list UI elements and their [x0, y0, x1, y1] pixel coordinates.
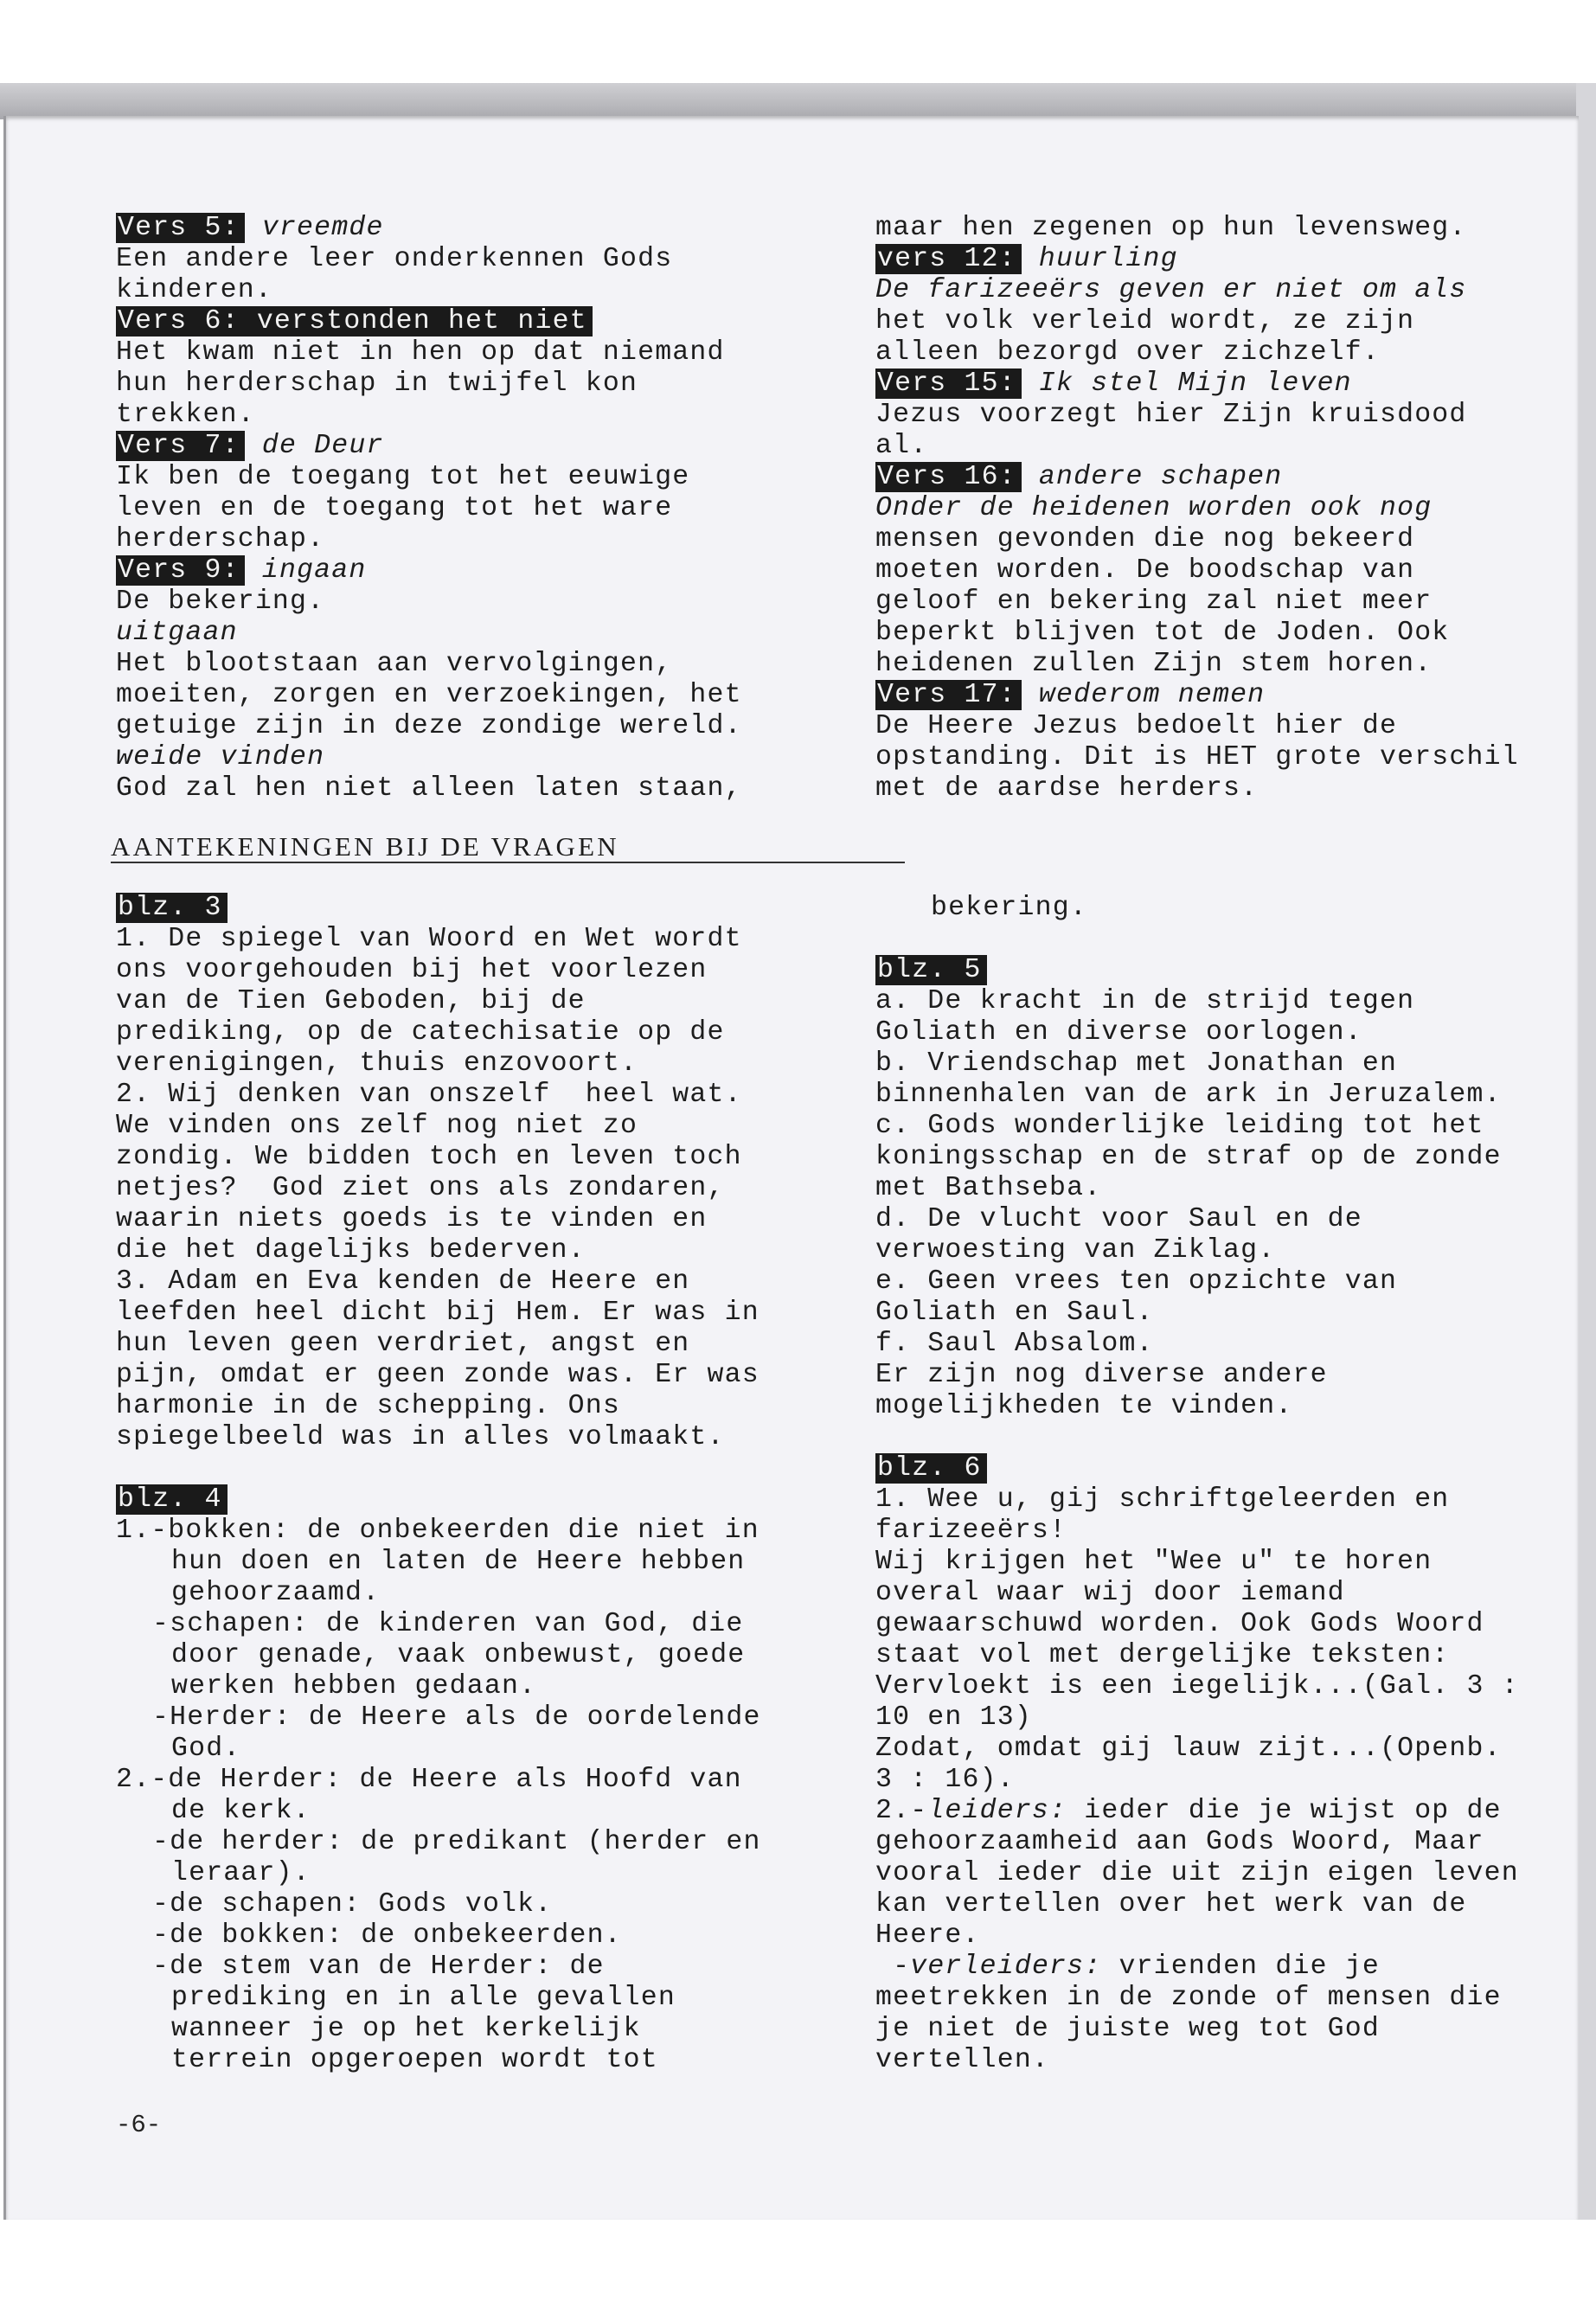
text-line [875, 1484, 1576, 1516]
text-line [875, 1516, 1576, 1547]
line-text: Wij krijgen het "Wee u" te horen [875, 1547, 1433, 1577]
text-line [875, 213, 1576, 244]
line-text: staat vol met dergelijke teksten: [875, 1640, 1450, 1670]
text-line [116, 1266, 843, 1298]
line-text: a. De kracht in de strijd tegen [875, 986, 1415, 1016]
text-line [116, 1142, 843, 1173]
text-line [116, 1827, 843, 1858]
line-text: netjes? God ziet ons als zondaren, [116, 1173, 725, 1203]
italic-phrase: ingaan [244, 555, 367, 586]
verse-label: Vers 9: [116, 555, 245, 586]
line-text: mogelijkheden te vinden. [875, 1391, 1293, 1421]
text-line [875, 1796, 1576, 1827]
text-line [116, 400, 825, 431]
text-line [875, 1173, 1576, 1204]
line-text: moeiten, zorgen en verzoekingen, het [116, 680, 742, 710]
text-line [875, 1235, 1576, 1266]
text-line [116, 1671, 843, 1702]
verse-label: Vers 16: [875, 462, 1022, 492]
line-prefix: - [875, 1952, 911, 1982]
line-text: kan vertellen over het werk van de [875, 1889, 1467, 1920]
text-line [875, 2014, 1576, 2045]
text-line [875, 400, 1576, 431]
scan-right-edge [1576, 83, 1596, 2220]
line-text: bekering. [931, 893, 1087, 923]
line-text: vrienden die je [1101, 1952, 1381, 1982]
line-text: kinderen. [116, 275, 272, 305]
line-text: 10 en 13) [875, 1702, 1032, 1733]
text-line [116, 1422, 843, 1453]
text-line [116, 1204, 843, 1235]
text-line [875, 1547, 1576, 1578]
verse-label: Vers 17: [875, 680, 1022, 710]
text-line [875, 462, 1576, 493]
text-line [875, 773, 1576, 804]
text-line [116, 1952, 843, 1983]
text-line [116, 1360, 843, 1391]
italic-phrase: huurling [1021, 244, 1178, 274]
text-line [875, 1702, 1576, 1734]
text-line [875, 1391, 1576, 1422]
verse-label: blz. 4 [116, 1484, 228, 1515]
text-line [875, 1983, 1576, 2014]
text-line [875, 524, 1576, 555]
right-column-verses [875, 213, 1576, 804]
text-line [875, 1422, 1576, 1453]
text-line [875, 955, 1576, 986]
text-line [116, 773, 825, 804]
line-text: -de stem van de Herder: de [152, 1952, 605, 1982]
text-line [875, 1142, 1576, 1173]
text-line [116, 1734, 843, 1765]
text-line [116, 1080, 843, 1111]
text-line [116, 955, 843, 986]
line-prefix: 2.- [875, 1796, 928, 1826]
line-text: c. Gods wonderlijke leiding tot het [875, 1111, 1484, 1141]
line-text: ons voorgehouden bij het voorlezen [116, 955, 708, 985]
text-line [875, 1298, 1576, 1329]
text-line [875, 1920, 1576, 1952]
text-line [116, 1858, 843, 1889]
text-line [875, 1858, 1576, 1889]
line-text: 1. Wee u, gij schriftgeleerden en [875, 1484, 1450, 1515]
text-line [116, 1702, 843, 1734]
text-line [875, 986, 1576, 1017]
text-line [875, 1048, 1576, 1080]
italic-phrase: De farizeeërs geven er niet om als [875, 275, 1467, 305]
text-line [875, 306, 1576, 337]
verse-label: blz. 5 [875, 955, 987, 985]
text-line [116, 1329, 843, 1360]
text-line [116, 1048, 843, 1080]
text-line [116, 1235, 843, 1266]
line-text: geloof en bekering zal niet meer [875, 586, 1433, 617]
text-line [875, 555, 1576, 586]
italic-phrase: de Deur [244, 431, 384, 461]
line-text: koningsschap en de straf op de zonde [875, 1142, 1502, 1172]
text-line [875, 1827, 1576, 1858]
text-line [875, 1017, 1576, 1048]
line-text: ieder die je wijst op de [1067, 1796, 1502, 1826]
line-text: b. Vriendschap met Jonathan en [875, 1048, 1398, 1079]
text-line [116, 924, 843, 955]
text-line [116, 893, 843, 924]
line-text: Zodat, omdat gij lauw zijt...(Openb. [875, 1734, 1502, 1764]
line-text: 3. Adam en Eva kenden de Heere en [116, 1266, 690, 1297]
line-text [875, 1422, 893, 1452]
line-text: God. [171, 1734, 241, 1764]
text-line [116, 275, 825, 306]
verse-label: Vers 7: [116, 431, 245, 461]
line-text: spiegelbeeld was in alles volmaakt. [116, 1422, 725, 1452]
text-line [875, 1734, 1576, 1765]
line-text: -schapen: de kinderen van God, die [152, 1609, 744, 1639]
text-line [875, 586, 1576, 618]
line-text: hun doen en laten de Heere hebben [171, 1547, 746, 1577]
text-line [875, 742, 1576, 773]
page-number: -6- [116, 2111, 162, 2139]
line-text: 2.-de Herder: de Heere als Hoofd van [116, 1765, 742, 1795]
line-text: God zal hen niet alleen laten staan, [116, 773, 742, 804]
line-text: hun leven geen verdriet, angst en [116, 1329, 690, 1359]
text-line [875, 893, 1576, 924]
line-text: gewaarschuwd worden. Ook Gods Woord [875, 1609, 1484, 1639]
right-column-answers [875, 893, 1576, 2076]
text-line [116, 1920, 843, 1952]
line-text: We vinden ons zelf nog niet zo [116, 1111, 638, 1141]
left-column-answers [116, 893, 843, 2076]
text-line [116, 1298, 843, 1329]
text-line [875, 1111, 1576, 1142]
text-line [875, 1204, 1576, 1235]
text-line [116, 337, 825, 369]
text-line [116, 1547, 843, 1578]
line-text: heidenen zullen Zijn stem horen. [875, 649, 1433, 679]
text-line [875, 1080, 1576, 1111]
line-text: Ik ben de toegang tot het eeuwige [116, 462, 690, 492]
text-line [116, 1889, 843, 1920]
text-line [116, 1391, 843, 1422]
line-text: gehoorzaamd. [171, 1578, 381, 1608]
text-line [875, 680, 1576, 711]
line-text: d. De vlucht voor Saul en de [875, 1204, 1362, 1234]
line-text: van de Tien Geboden, bij de [116, 986, 586, 1016]
line-text: Er zijn nog diverse andere [875, 1360, 1328, 1390]
text-line [875, 618, 1576, 649]
text-line [875, 649, 1576, 680]
text-line [116, 1484, 843, 1516]
line-text: opstanding. Dit is HET grote verschil [875, 742, 1519, 772]
left-column-verses [116, 213, 825, 804]
text-line [875, 2045, 1576, 2076]
line-text: e. Geen vrees ten opzichte van [875, 1266, 1398, 1297]
text-line [116, 1453, 843, 1484]
line-text: Goliath en Saul. [875, 1298, 1154, 1328]
text-line [875, 1765, 1576, 1796]
italic-phrase: weide vinden [116, 742, 325, 772]
scan-top-shadow [0, 83, 1596, 119]
text-line [116, 986, 843, 1017]
line-text: door genade, vaak onbewust, goede [171, 1640, 746, 1670]
text-line [875, 1266, 1576, 1298]
text-line [116, 493, 825, 524]
text-line [875, 1671, 1576, 1702]
italic-phrase: uitgaan [116, 618, 238, 648]
text-line [875, 711, 1576, 742]
line-text: verenigingen, thuis enzovoort. [116, 1048, 638, 1079]
text-line [116, 1516, 843, 1547]
text-line [116, 1111, 843, 1142]
text-line [875, 244, 1576, 275]
line-text: herderschap. [116, 524, 325, 554]
line-text: met Bathseba. [875, 1173, 1102, 1203]
line-text: prediking, op de catechisatie op de [116, 1017, 725, 1048]
line-text: al. [875, 431, 928, 461]
section-heading: AANTEKENINGEN BIJ DE VRAGEN [111, 832, 905, 863]
text-line [116, 369, 825, 400]
line-text: prediking en in alle gevallen [171, 1983, 676, 2013]
text-line [875, 1329, 1576, 1360]
verse-label: Vers 5: [116, 213, 245, 243]
text-line [875, 493, 1576, 524]
text-line [116, 1796, 843, 1827]
text-line [116, 618, 825, 649]
text-line [116, 586, 825, 618]
text-line [875, 1640, 1576, 1671]
line-text: De Heere Jezus bedoelt hier de [875, 711, 1398, 741]
text-line [116, 649, 825, 680]
text-line [875, 1360, 1576, 1391]
line-text: het volk verleid wordt, ze zijn [875, 306, 1415, 336]
verse-label: Vers 15: [875, 369, 1022, 399]
text-line [875, 1453, 1576, 1484]
text-line [875, 1609, 1576, 1640]
line-text: leefden heel dicht bij Hem. Er was in [116, 1298, 760, 1328]
line-text: harmonie in de schepping. Ons [116, 1391, 620, 1421]
line-text: vertellen. [875, 2045, 1050, 2075]
text-line [116, 213, 825, 244]
line-text: Jezus voorzegt hier Zijn kruisdood [875, 400, 1467, 430]
line-text [116, 1453, 133, 1484]
text-line [875, 1952, 1576, 1983]
line-text: -de bokken: de onbekeerden. [152, 1920, 622, 1951]
line-text: die het dagelijks bederven. [116, 1235, 586, 1266]
text-line [875, 924, 1576, 955]
text-line [875, 275, 1576, 306]
text-line [116, 306, 825, 337]
line-text: Heere. [875, 1920, 980, 1951]
text-line [116, 742, 825, 773]
verse-label: vers 12: [875, 244, 1022, 274]
line-text: terrein opgeroepen wordt tot [171, 2045, 658, 2075]
line-text: vooral ieder die uit zijn eigen leven [875, 1858, 1519, 1888]
verse-label: blz. 3 [116, 893, 228, 923]
line-text: Een andere leer onderkennen Gods [116, 244, 673, 274]
line-text: Goliath en diverse oorlogen. [875, 1017, 1362, 1048]
text-line [116, 2014, 843, 2045]
line-text: de kerk. [171, 1796, 311, 1826]
text-line [116, 1765, 843, 1796]
text-line [116, 2045, 843, 2076]
text-line [116, 711, 825, 742]
text-line [875, 1889, 1576, 1920]
line-text: 1. De spiegel van Woord en Wet wordt [116, 924, 742, 954]
line-text: mensen gevonden die nog bekeerd [875, 524, 1415, 554]
text-line [116, 1983, 843, 2014]
text-line [116, 462, 825, 493]
text-line [116, 1017, 843, 1048]
text-line [875, 431, 1576, 462]
text-line [116, 1578, 843, 1609]
line-text: Het kwam niet in hen op dat niemand [116, 337, 725, 368]
line-text: De bekering. [116, 586, 325, 617]
text-line [116, 680, 825, 711]
text-line [116, 1640, 843, 1671]
line-text: 1.-bokken: de onbekeerden die niet in [116, 1516, 760, 1546]
line-text: f. Saul Absalom. [875, 1329, 1154, 1359]
text-line [116, 431, 825, 462]
line-text: Vervloekt is een iegelijk...(Gal. 3 : [875, 1671, 1519, 1702]
line-text: leraar). [171, 1858, 311, 1888]
line-text: getuige zijn in deze zondige wereld. [116, 711, 742, 741]
italic-phrase: Onder de heidenen worden ook nog [875, 493, 1433, 523]
line-text: je niet de juiste weg tot God [875, 2014, 1380, 2044]
line-text: 3 : 16). [875, 1765, 1015, 1795]
italic-phrase: wederom nemen [1021, 680, 1266, 710]
text-line [875, 1578, 1576, 1609]
italic-phrase: vreemde [244, 213, 384, 243]
line-text: trekken. [116, 400, 255, 430]
line-text: farizeeërs! [875, 1516, 1067, 1546]
italic-phrase: leiders: [927, 1796, 1067, 1826]
line-text: Het blootstaan aan vervolgingen, [116, 649, 673, 679]
line-text: werken hebben gedaan. [171, 1671, 537, 1702]
line-text [875, 924, 893, 954]
line-text: -de schapen: Gods volk. [152, 1889, 553, 1920]
line-text: hun herderschap in twijfel kon [116, 369, 638, 399]
line-text: moeten worden. De boodschap van [875, 555, 1415, 586]
line-text: -de herder: de predikant (herder en [152, 1827, 761, 1857]
verse-label: Vers 6: verstonden het niet [116, 306, 593, 336]
line-text: -Herder: de Heere als de oordelende [152, 1702, 761, 1733]
line-text: waarin niets goeds is te vinden en [116, 1204, 708, 1234]
line-text: leven en de toegang tot het ware [116, 493, 673, 523]
text-line [116, 1173, 843, 1204]
line-text: maar hen zegenen op hun levensweg. [875, 213, 1467, 243]
italic-phrase: andere schapen [1021, 462, 1283, 492]
line-text: met de aardse herders. [875, 773, 1259, 804]
text-line [116, 524, 825, 555]
line-text: alleen bezorgd over zichzelf. [875, 337, 1380, 368]
verse-label: blz. 6 [875, 1453, 987, 1484]
line-text: binnenhalen van de ark in Jeruzalem. [875, 1080, 1502, 1110]
line-text: beperkt blijven tot de Joden. Ook [875, 618, 1450, 648]
line-text: 2. Wij denken van onszelf heel wat. [116, 1080, 742, 1110]
line-text: overal waar wij door iemand [875, 1578, 1345, 1608]
line-text: gehoorzaamheid aan Gods Woord, Maar [875, 1827, 1484, 1857]
line-text: meetrekken in de zonde of mensen die [875, 1983, 1502, 2013]
line-text: pijn, omdat er geen zonde was. Er was [116, 1360, 760, 1390]
text-line [875, 337, 1576, 369]
text-line [875, 369, 1576, 400]
text-line [116, 1609, 843, 1640]
line-text: zondig. We bidden toch en leven toch [116, 1142, 742, 1172]
line-text: wanneer je op het kerkelijk [171, 2014, 641, 2044]
text-line [116, 244, 825, 275]
line-text: verwoesting van Ziklag. [875, 1235, 1276, 1266]
italic-phrase: verleiders: [910, 1952, 1102, 1982]
text-line [116, 555, 825, 586]
italic-phrase: Ik stel Mijn leven [1021, 369, 1352, 399]
